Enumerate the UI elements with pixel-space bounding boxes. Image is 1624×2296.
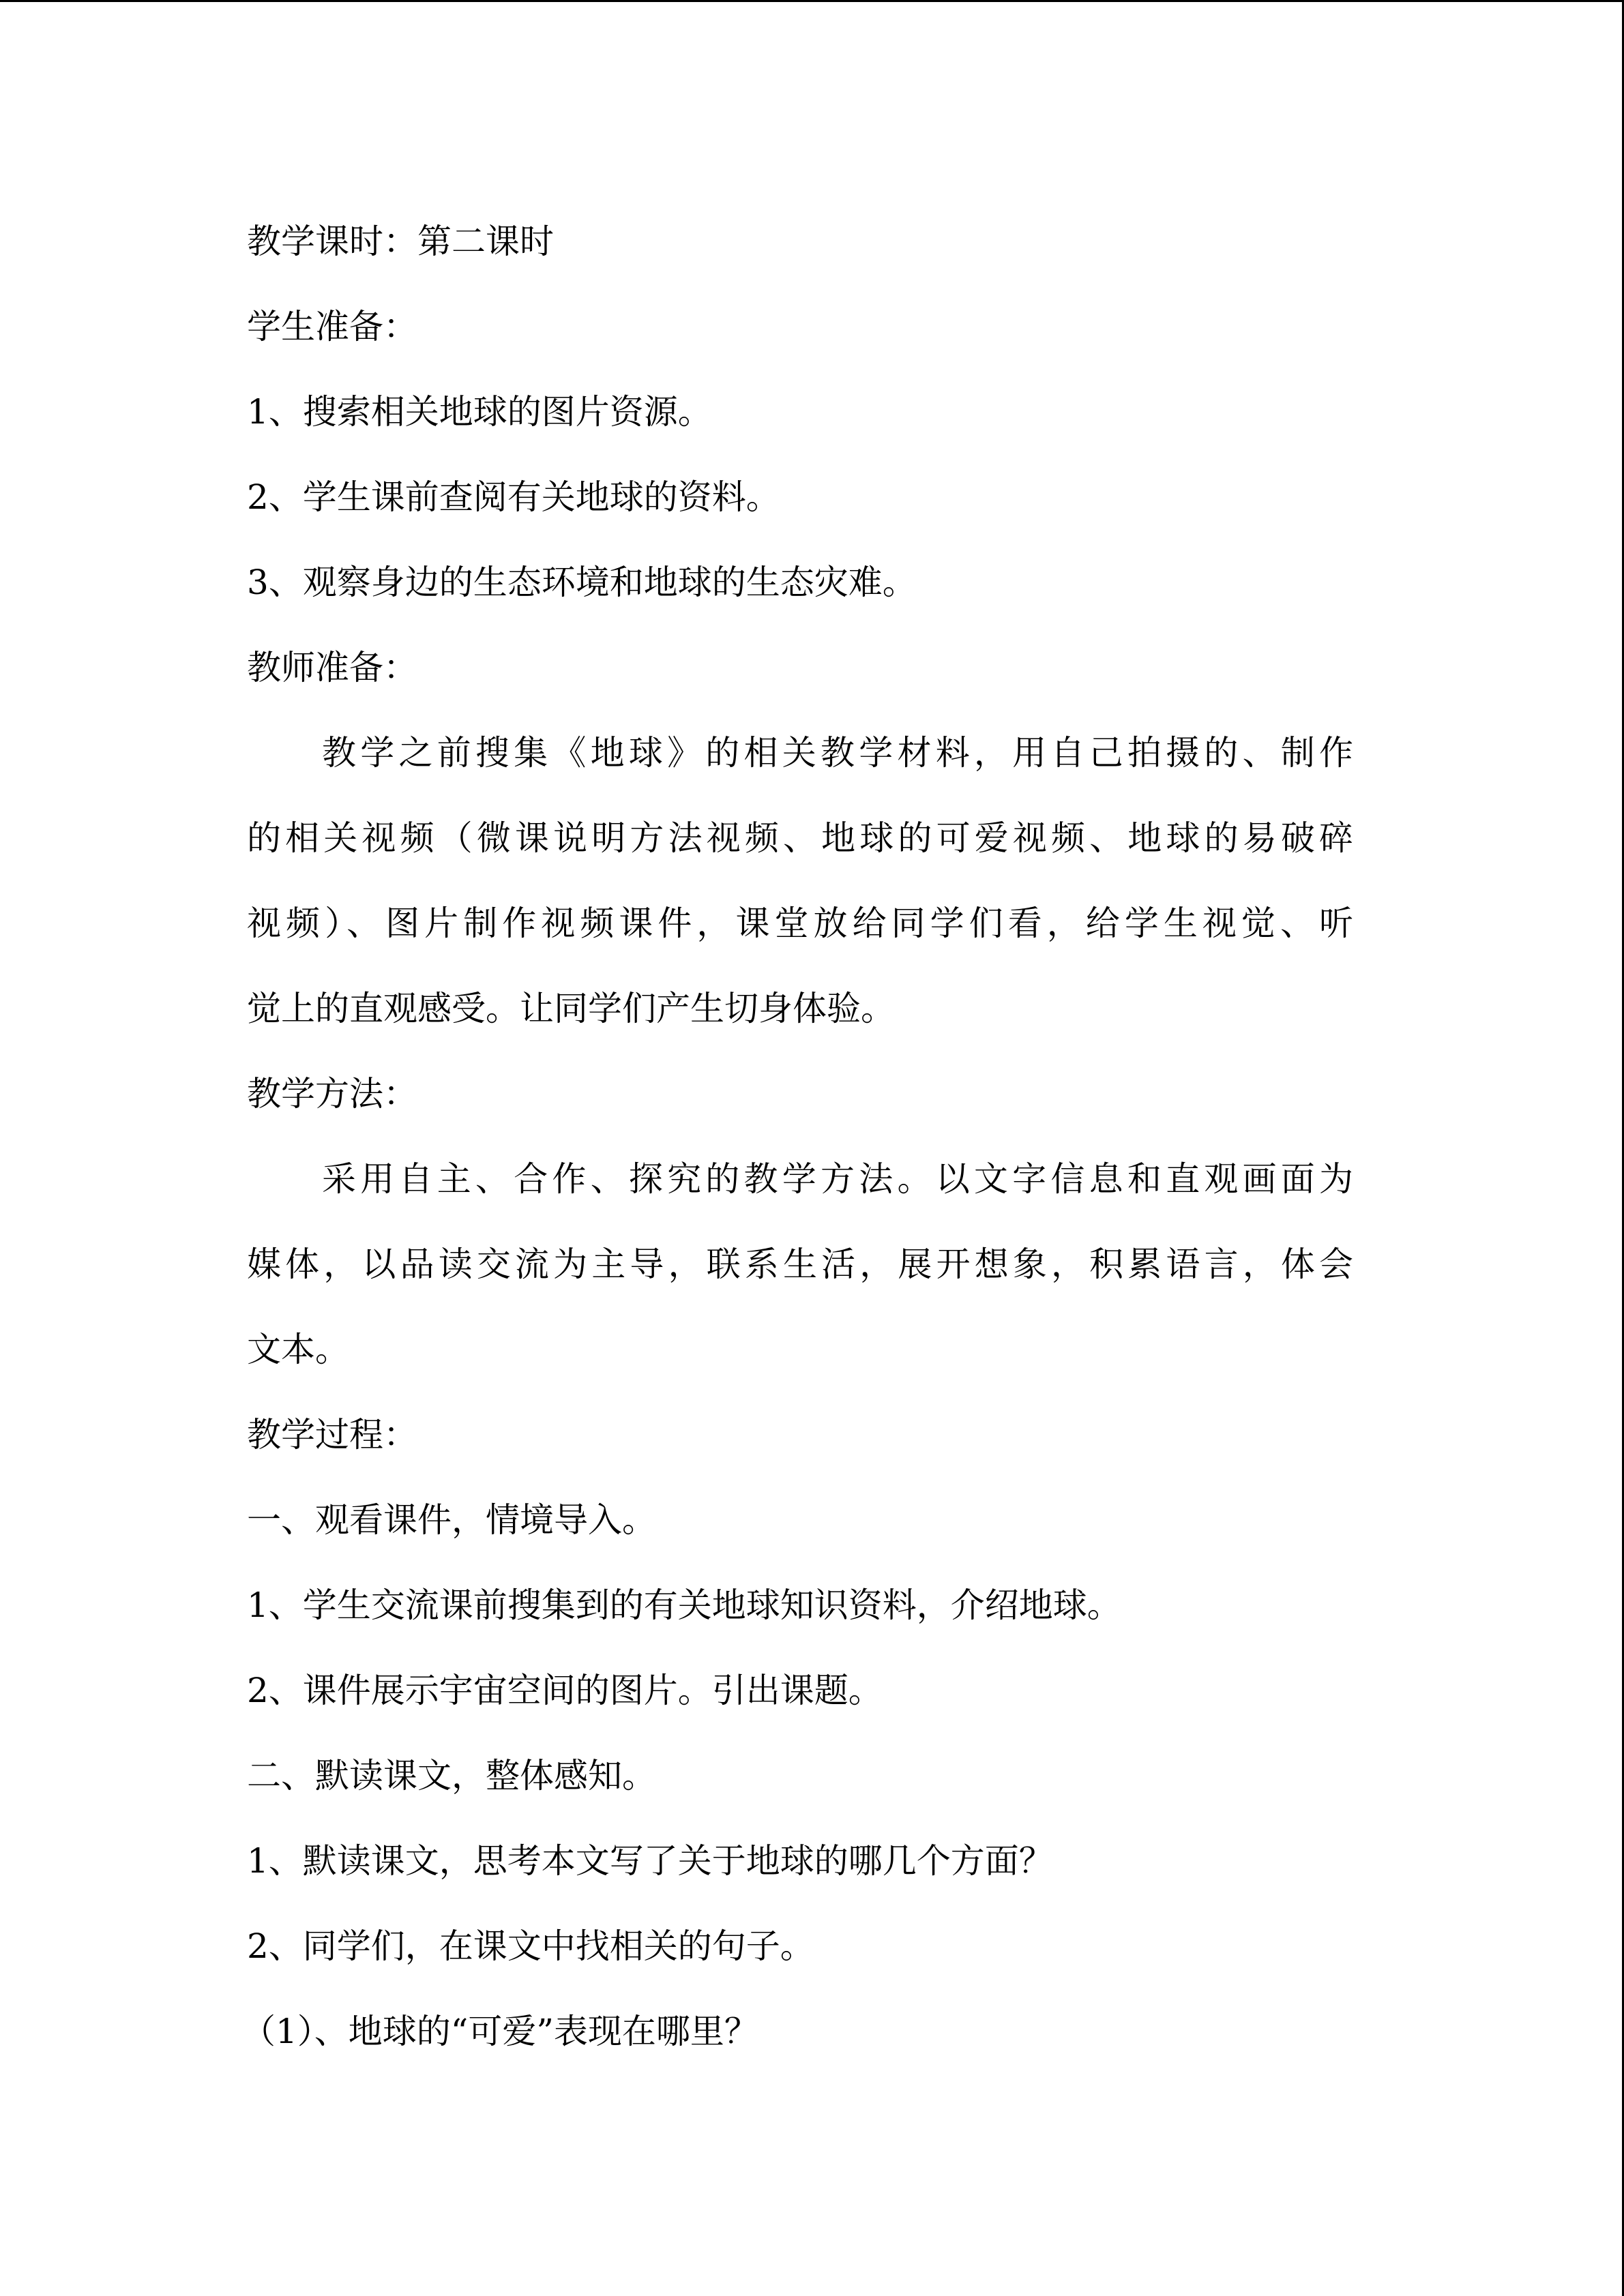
section-one-heading: 一、观看课件，情境导入。 [247, 1500, 656, 1540]
teacher-prep-paragraph-line-3: 视频）、图片制作视频课件，课堂放给同学们看，给学生视觉、听 [247, 904, 1353, 943]
section-two-item-2: 2、同学们，在课文中找相关的句子。 [247, 1926, 814, 1966]
student-prep-item-3: 3、观察身边的生态环境和地球的生态灾难。 [247, 563, 917, 602]
section-two-heading: 二、默读课文，整体感知。 [247, 1756, 656, 1795]
teacher-prep-paragraph-line-2: 的相关视频（微课说明方法视频、地球的可爱视频、地球的易破碎 [247, 818, 1353, 858]
section-two-subitem-1: （1）、地球的“可爱”表现在哪里？ [241, 2012, 758, 2051]
teaching-process-heading: 教学过程： [247, 1415, 417, 1455]
teaching-method-heading: 教学方法： [247, 1074, 417, 1114]
teaching-method-paragraph-line-3: 文本。 [247, 1330, 349, 1369]
section-two-item-1: 1、默读课文，思考本文写了关于地球的哪几个方面？ [247, 1841, 1053, 1881]
section-one-item-2: 2、课件展示宇宙空间的图片。引出课题。 [247, 1671, 883, 1710]
teacher-prep-heading: 教师准备： [247, 648, 417, 687]
section-one-item-1: 1、学生交流课前搜集到的有关地球知识资料，介绍地球。 [247, 1585, 1121, 1625]
teacher-prep-paragraph-line-4: 觉上的直观感受。让同学们产生切身体验。 [247, 989, 895, 1028]
teaching-method-paragraph-line-1: 采用自主、合作、探究的教学方法。以文字信息和直观画面为 [322, 1159, 1353, 1199]
teacher-prep-paragraph-line-1: 教学之前搜集《地球》的相关教学材料，用自己拍摄的、制作 [322, 733, 1353, 773]
teaching-method-paragraph-line-2: 媒体，以品读交流为主导，联系生活，展开想象，积累语言，体会 [247, 1244, 1353, 1284]
student-prep-heading: 学生准备： [247, 307, 417, 346]
student-prep-item-2: 2、学生课前查阅有关地球的资料。 [247, 477, 780, 517]
student-prep-item-1: 1、搜索相关地球的图片资源。 [247, 392, 712, 432]
lesson-period-line: 教学课时：第二课时 [247, 222, 554, 261]
